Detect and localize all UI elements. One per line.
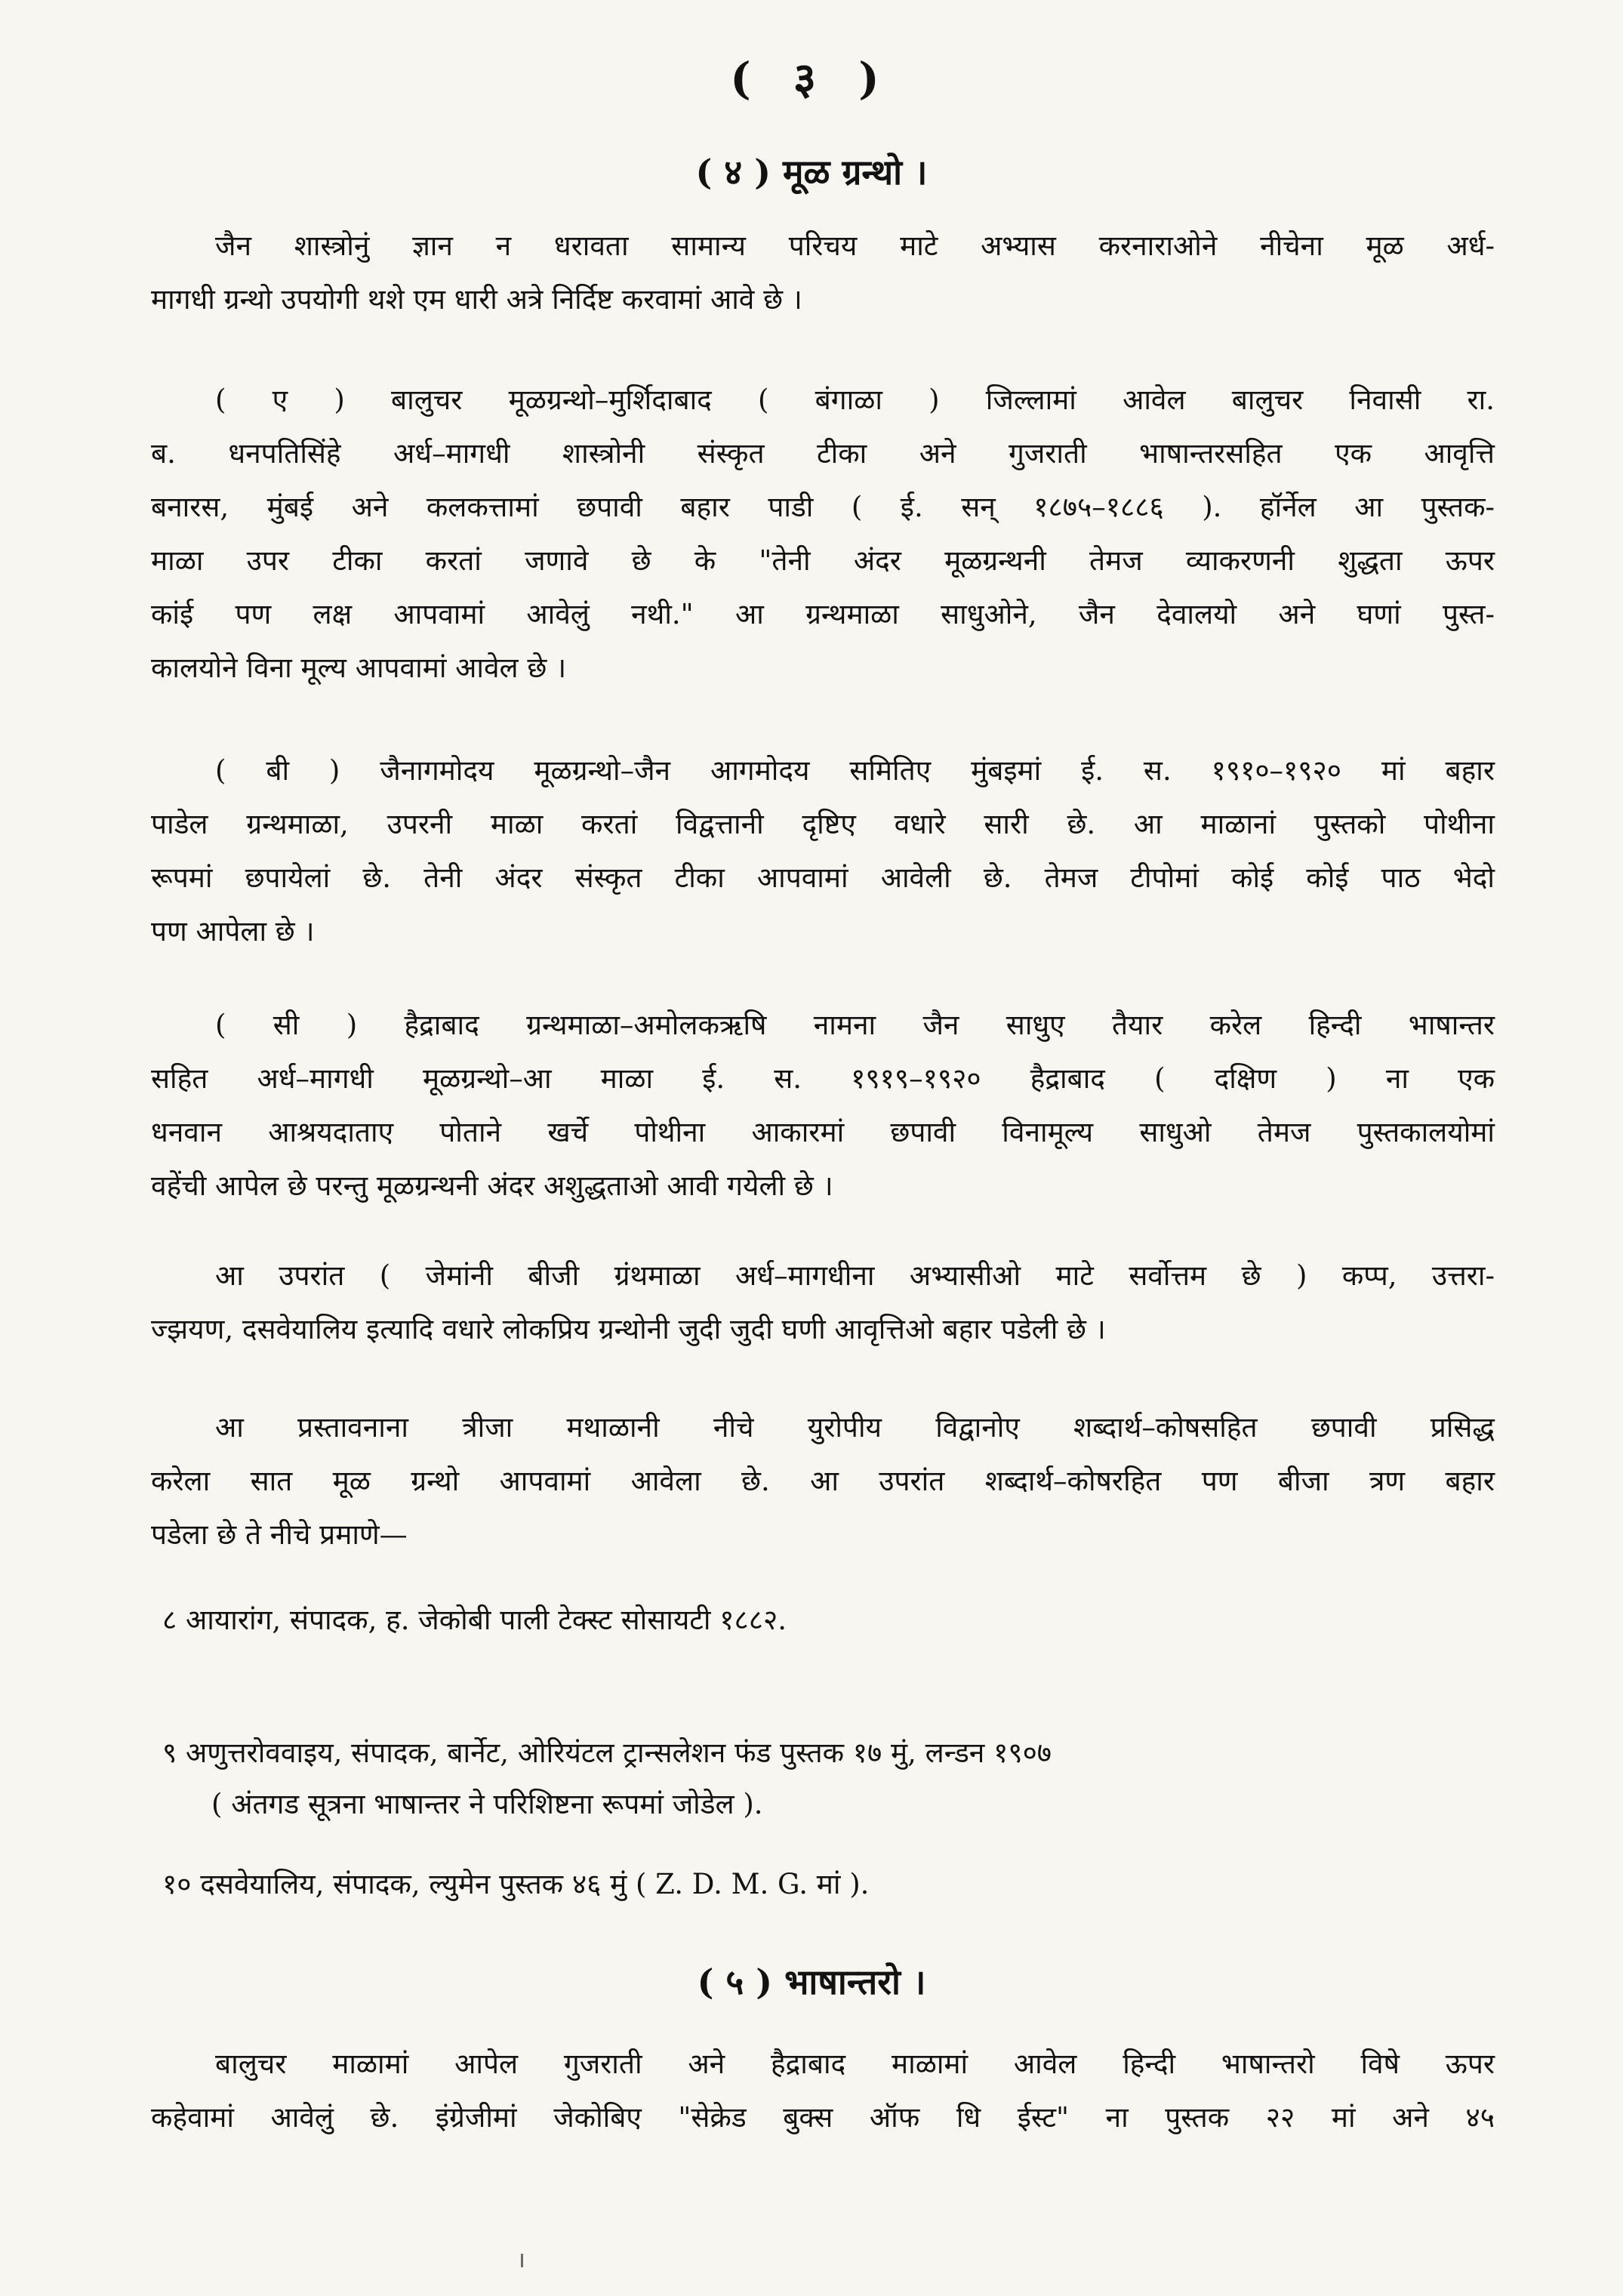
list-item-subtext: ( अंतगड सूत्रना भाषान्तर ने परिशिष्टना रूपमां जोडेल ). [211,1788,763,1820]
list-item-ayarang [162,1595,1491,1646]
paragraph-line: कांई पण लक्ष आपवामां आवेलुं नथी." आ ग्रन्थमाळा साधुओने, जैन देवालयो अने घणां पुस्त- [151,598,1495,630]
paragraph-line: धनवान आश्रयदाताए पोताने खर्चे पोथीना आकारमां छपावी विनामूल्य साधुओ तेमज पुस्तकालयोमां [151,1116,1495,1148]
paragraph-haidrabad [151,998,1495,1213]
list-item-text: १० दसवेयालिय, संपादक, ल्युमेन पुस्तक ४६ मुं ( Z. D. M. G. मां ). [162,1868,870,1900]
list-item-anuttarovavaiy [162,1727,1491,1830]
paragraph-baluchar-mala [151,2037,1495,2144]
paragraph-intro [151,219,1495,326]
section-heading-mool-granthon: ( ४ ) मूळ ग्रन्थो । [695,152,928,193]
paragraph-line: करेला सात मूळ ग्रन्थो आपवामां आवेला छे. आ उपरांत शब्दार्थ–कोषरहित पण बीजा त्रण बहार [151,1465,1495,1497]
paragraph-line: पाडेल ग्रन्थमाळा, उपरनी माळा करतां विद्वत्तानी दृष्टिए वधारे सारी छे. आ माळानां पुस्तको पोथीना [151,808,1495,840]
paragraph-line: मागधी ग्रन्थो उपयोगी थशे एम धारी अत्रे निर्दिष्ट करवामां आवे छे । [151,283,802,316]
paragraph-line: आ उपरांत ( जेमांनी बीजी ग्रंथमाळा अर्ध–मागधीना अभ्यासीओ माटे सर्वोत्तम छे ) कप्प, उत्तरा- [215,1259,1495,1292]
paragraph-line: ज्झयण, दसवेयालिय इत्यादि वधारे लोकप्रिय ग्रन्थोनी जुदी जुदी घणी आवृत्तिओ बहार पडेली छे । [151,1313,1106,1345]
paragraph-line: माळा उपर टीका करतां जणावे छे के "तेनी अंदर मूळग्रन्थनी तेमज व्याकरणनी शुद्धता ऊपर [151,544,1495,577]
pencil-mark [521,2254,523,2267]
page-number: ( ३ ) [730,53,893,104]
paragraph-line: ( सी ) हैद्राबाद ग्रन्थमाळा–अमोलकऋषि नामना जैन साधुए तैयार करेल हिन्दी भाषान्तर [215,1009,1495,1041]
paragraph-line: कालयोने विना मूल्य आपवामां आवेल छे । [151,652,567,684]
paragraph-jainagamoday [151,744,1495,958]
paragraph-line: पडेला छे ते नीचे प्रमाणे— [151,1518,408,1551]
paragraph-line: सहित अर्ध–मागधी मूळग्रन्थो–आ माळा ई. स. १९१९–१९२० हैद्राबाद ( दक्षिण ) ना एक [151,1062,1495,1095]
paragraph-line: ब. धनपतिसिंहे अर्ध–मागधी शास्त्रोनी संस्कृत टीका अने गुजराती भाषान्तरसहित एक आवृत्ति [151,437,1495,470]
paragraph-uprant [151,1249,1495,1356]
paragraph-line: ( बी ) जैनागमोदय मूळग्रन्थो–जैन आगमोदय समितिए मुंबइमां ई. स. १९१०–१९२० मां बहार [215,754,1495,787]
paragraph-line: बनारस, मुंबई अने कलकत्तामां छपावी बहार पाडी ( ई. सन् १८७५–१८८६ ). हॉर्नेल आ पुस्तक- [151,491,1495,523]
paragraph-prastavana [151,1401,1495,1561]
paragraph-line: जैन शास्त्रोनुं ज्ञान न धरावता सामान्य परिचय माटे अभ्यास करनाराओने नीचेना मूळ अर्ध- [215,230,1495,262]
paragraph-line: वहेंची आपेल छे परन्तु मूळग्रन्थनी अंदर अशुद्धताओ आवी गयेली छे । [151,1170,833,1202]
paragraph-line: आ प्रस्तावनाना त्रीजा मथाळानी नीचे युरोपीय विद्वानोए शब्दार्थ–कोषसहित छपावी प्रसिद्ध [215,1411,1495,1444]
paragraph-line: बालुचर माळामां आपेल गुजराती अने हैद्राबाद माळामां आवेल हिन्दी भाषान्तरो विषे ऊपर [215,2048,1495,2080]
paragraph-line: कहेवामां आवेलुं छे. इंग्रेजीमां जेकोबिए "सेक्रेड बुक्स ऑफ धि ईस्ट" ना पुस्तक २२ मां अने ४५ [151,2101,1495,2134]
list-item-text: ९ अणुत्तरोववाइय, संपादक, बार्नेट, ओरियंटल ट्रान्सलेशन फंड पुस्तक १७ मुं, लन्डन १९०७ [162,1737,1052,1769]
paragraph-baluchar [151,373,1495,695]
list-item-text: ८ आयारांग, संपादक, ह. जेकोबी पाली टेक्स्ट सोसायटी १८८२. [162,1604,787,1636]
paragraph-line: ( ए ) बालुचर मूळग्रन्थो–मुर्शिदाबाद ( बंगाळा ) जिल्लामां आवेल बालुचर निवासी रा. [215,384,1495,416]
paragraph-line: पण आपेला छे । [151,915,315,948]
paragraph-line: रूपमां छपायेलां छे. तेनी अंदर संस्कृत टीका आपवामां आवेली छे. तेमज टीपोमां कोई कोई पाठ भेदो [151,861,1495,894]
list-item-dasaveyaliy [162,1859,1491,1910]
section-heading-bhashantaro: ( ५ ) भाषान्तरो । [697,1962,926,2002]
